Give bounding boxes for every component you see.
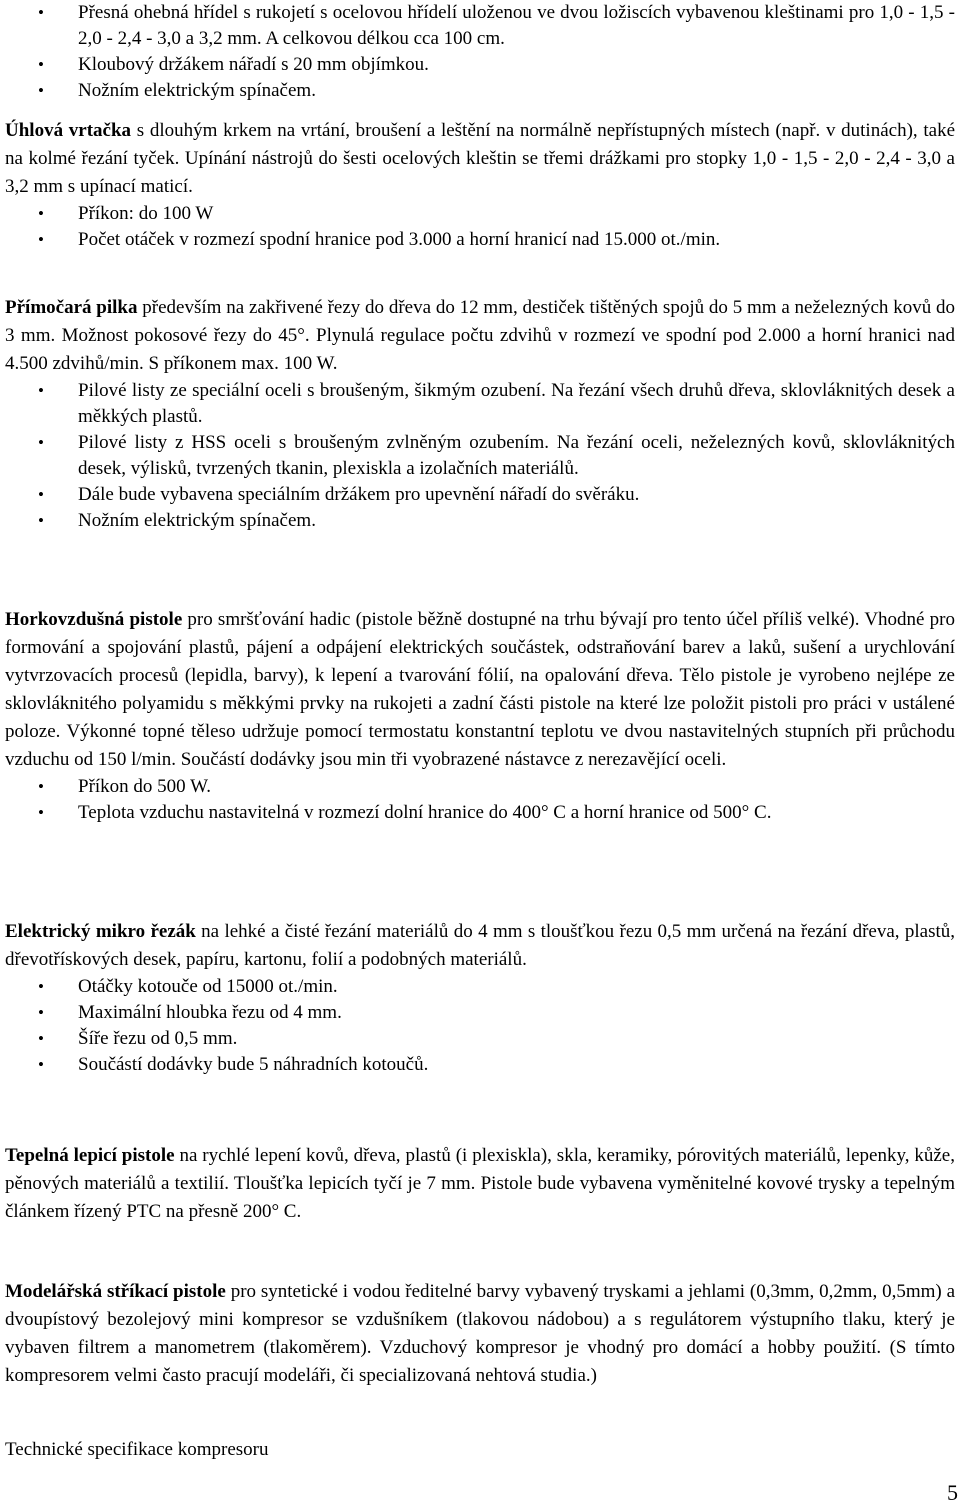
jigsaw-section — [5, 294, 955, 534]
angle-drill-list — [5, 201, 955, 253]
airbrush-paragraph: Modelářská stříkací pistole pro syntetické i vodou ředitelné barvy vybavený tryskami a jehlami (0,3mm, 0,2mm, 0,5mm) a dvoupístový bezolejový mini kompresor se vzdušníkem (tlakovou nádobou) a s regulátorem výstupního tlaku, který je vybaven filtrem a manometrem (tlakoměrem). Vzduchový kompresor je vhodný pro domácí a hobby použití. (S tímto kompresorem velmi často pracují modeláři, či specializovaná nehtová studia.) — [5, 1281, 955, 1386]
jigsaw-title: Přímočará pilka — [5, 297, 138, 318]
list-item: • Součástí dodávky bude 5 náhradních kotoučů. — [38, 1054, 429, 1075]
list-item: • Teplota vzduchu nastavitelná v rozmezí dolní hranice do 400° C a horní hranice od 500° C. — [38, 802, 772, 823]
list-item: • Pilové listy ze speciální oceli s broušeným, šikmým ozubení. Na řezání všech druhů dřeva, sklovláknitých desek a měkkých plastů. — [38, 380, 955, 427]
list-item: • Pilové listy z HSS oceli s broušeným zvlněným ozubením. Na řezání oceli, neželezných kovů, sklovláknitých desek, výlisků, tvrzených tkanin, plexiskla a izolačních materiálů. — [38, 432, 955, 479]
list-item: • Otáčky kotouče od 15000 ot./min. — [38, 976, 338, 997]
list-item: • Počet otáček v rozmezí spodní hranice pod 3.000 a horní hranicí nad 15.000 ot./min. — [38, 229, 721, 250]
jigsaw-paragraph: Přímočará pilka především na zakřivené řezy do dřeva do 12 mm, destiček tištěných spojů do 5 mm a neželezných kovů do 3 mm. Možnost pokosové řezy do 45°. Plynulá regulace počtu zdvihů v rozmezí ve spodní pod 2.000 a horní hranici nad 4.500 zdvihů/min. S příkonem max. 100 W. — [5, 297, 956, 374]
hot-air-gun-list — [5, 774, 955, 826]
page-number: 5 — [947, 1480, 958, 1505]
angle-drill-title: Úhlová vrtačka — [5, 120, 132, 141]
jigsaw-list — [5, 378, 955, 534]
list-item: • Příkon: do 100 W — [38, 203, 214, 224]
list-item: • Šíře řezu od 0,5 mm. — [38, 1028, 238, 1049]
shaft-features-list — [5, 0, 955, 104]
hot-air-gun-paragraph: Horkovzdušná pistole pro smršťování hadic (pistole běžně dostupné na trhu bývají pro tento účel příliš velké). Vhodné pro formování a spojování plastů, pájení a odpájení elektrických součástek, odstraňování barev a laků, sušení a urychlování vytvrzovacích procesů (lepidla, barvy), k lepení a tvarování fólií, na opalování dřeva. Tělo pistole je vyrobeno nejlépe ze sklovláknitého polyamidu s měkkými prvky na rukojeti a zadní části pistole na které lze položit pistoli pro práci v ustálené poloze. Výkonné topné těleso udržuje pomocí termostatu konstantní teplotu ve dvou nastavitelných stupních při průchodu vzduchu od 150 l/min. Součástí dodávky jsou min tři vyobrazené nástavce z nerezavějící oceli. — [5, 609, 955, 770]
micro-cutter-section — [5, 918, 955, 1078]
compressor-specs-heading: Technické specifikace kompresoru — [5, 1439, 269, 1460]
glue-gun-title: Tepelná lepicí pistole — [5, 1145, 175, 1166]
list-item: • Dále bude vybavena speciálním držákem pro upevnění nářadí do svěráku. — [38, 484, 640, 505]
hot-air-gun-section — [5, 606, 955, 826]
hot-air-gun-title: Horkovzdušná pistole — [5, 609, 183, 630]
list-item: • Příkon do 500 W. — [38, 776, 212, 797]
glue-gun-paragraph: Tepelná lepicí pistole na rychlé lepení kovů, dřeva, plastů (i plexiskla), skla, keramiky, pórovitých materiálů, lepenky, kůže, pěnových materiálů a textilií. Tloušťka lepicích tyčí je 7 mm. Pistole bude vybavena vyměnitelné kovové trysky a tepelným článkem řízený PTC na přesně 200° C. — [5, 1145, 955, 1222]
airbrush-section — [5, 1278, 955, 1390]
glue-gun-section — [5, 1142, 955, 1226]
angle-drill-paragraph: Úhlová vrtačka s dlouhým krkem na vrtání, broušení a leštění na normálně nepřístupných místech (např. v dutinách), také na kolmé řezání tyček. Upínání nástrojů do šesti ocelových kleštin se třemi drážkami pro stopky 1,0 - 1,5 - 2,0 - 2,4 - 3,0 a 3,2 mm s upínací maticí. — [5, 120, 955, 197]
list-item: • Nožním elektrickým spínačem. — [38, 80, 316, 101]
angle-drill-section — [5, 117, 955, 253]
micro-cutter-paragraph: Elektrický mikro řezák na lehké a čisté řezání materiálů do 4 mm s tloušťkou řezu 0,5 mm určená na řezání dřeva, plastů, dřevotřískových desek, papíru, kartonu, folií a podobných materiálů. — [5, 921, 955, 970]
airbrush-title: Modelářská stříkací pistole — [5, 1281, 226, 1302]
list-item: • Kloubový držákem nářadí s 20 mm objímkou. — [38, 54, 429, 75]
list-item: • Maximální hloubka řezu od 4 mm. — [38, 1002, 342, 1023]
micro-cutter-list — [5, 974, 955, 1078]
list-item: • Přesná ohebná hřídel s rukojetí s ocelovou hřídelí uloženou ve dvou ložiscích vybavenou kleštinami pro 1,0 - 1,5 - 2,0 - 2,4 - 3,0 a 3,2 mm. A celkovou délkou cca 100 cm. — [38, 2, 955, 49]
micro-cutter-title: Elektrický mikro řezák — [5, 921, 196, 942]
list-item: • Nožním elektrickým spínačem. — [38, 510, 316, 531]
